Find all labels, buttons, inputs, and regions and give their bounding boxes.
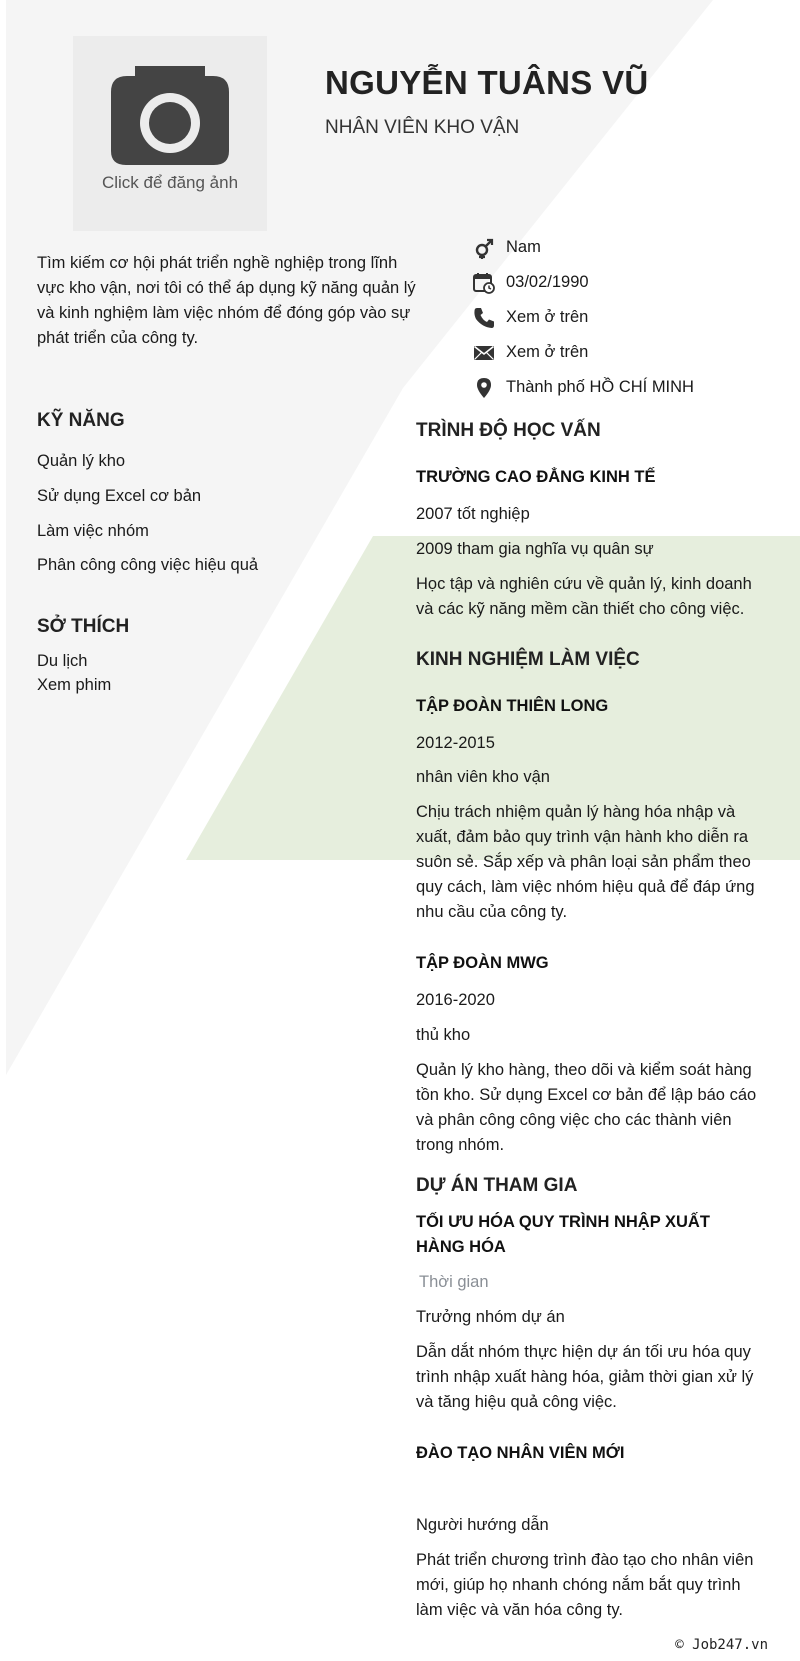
skill-item: Sử dụng Excel cơ bản <box>37 487 202 505</box>
hobby-item: Du lịch <box>37 652 88 670</box>
skill-item: Phân công công việc hiệu quả <box>37 556 259 574</box>
gender-row <box>472 230 694 265</box>
career-objective: Tìm kiếm cơ hội phát triển nghề nghiệp trong lĩnh vực kho vận, nơi tôi có thể áp dụng kỹ năng quản lý và kinh nghiệm làm việc nhóm để đóng góp vào sự phát triển của công ty. <box>37 254 416 347</box>
project-name: TỐI ƯU HÓA QUY TRÌNH NHẬP XUẤT HÀNG HÓA <box>416 1213 710 1256</box>
school-name: TRƯỜNG CAO ĐẲNG KINH TẾ <box>416 468 656 486</box>
email-row <box>472 335 694 370</box>
skill-item: Làm việc nhóm <box>37 522 149 540</box>
gender-icon <box>472 236 496 260</box>
graduation-year: 2007 tốt nghiệp <box>416 505 530 523</box>
projects-heading: DỰ ÁN THAM GIA <box>416 1175 578 1196</box>
phone-value: Xem ở trên <box>506 308 589 326</box>
job-description: Chịu trách nhiệm quản lý hàng hóa nhập và xuất, đảm bảo quy trình vận hành kho diễn ra suôn sẻ. Sắp xếp và phân loại sản phẩm theo quy cách, làm việc nhóm hiệu quả để đáp ứng nhu cầu của công ty. <box>416 803 755 921</box>
email-icon <box>472 341 496 365</box>
hobby-item: Xem phim <box>37 676 112 694</box>
calendar-icon <box>472 271 496 295</box>
project-time: Thời gian <box>419 1273 489 1291</box>
full-name: NGUYỄN TUÂNS VŨ <box>325 64 649 101</box>
job-description: Quản lý kho hàng, theo dõi và kiểm soát hàng tồn kho. Sử dụng Excel cơ bản để lập báo cáo và phân công công việc cho các thành viên trong nhóm. <box>416 1061 757 1154</box>
location-icon <box>472 376 496 400</box>
project-name: ĐÀO TẠO NHÂN VIÊN MỚI <box>416 1444 625 1462</box>
birthday-row <box>472 265 694 300</box>
education-description: Học tập và nghiên cứu về quản lý, kinh doanh và các kỹ năng mềm cần thiết cho công việc. <box>416 575 752 618</box>
phone-icon <box>472 306 496 330</box>
address-value: Thành phố HỒ CHÍ MINH <box>506 378 694 396</box>
gender-value: Nam <box>506 238 541 256</box>
project-role: Người hướng dẫn <box>416 1516 549 1534</box>
project-role: Trưởng nhóm dự án <box>416 1308 565 1326</box>
experience-heading: KINH NGHIỆM LÀM VIỆC <box>416 649 640 670</box>
email-value: Xem ở trên <box>506 343 589 361</box>
footer-copyright: © Job247.vn <box>675 1637 768 1653</box>
project-description: Phát triển chương trình đào tạo cho nhân viên mới, giúp họ nhanh chóng nắm bắt quy trình làm việc và văn hóa công ty. <box>416 1551 754 1619</box>
camera-icon <box>111 64 229 165</box>
job-title: NHÂN VIÊN KHO VẬN <box>325 117 520 138</box>
project-description: Dẫn dắt nhóm thực hiện dự án tối ưu hóa quy trình nhập xuất hàng hóa, giảm thời gian xử lý và tăng hiệu quả công việc. <box>416 1343 754 1411</box>
photo-upload-label: Click để đăng ảnh <box>101 173 239 192</box>
job-role: thủ kho <box>416 1026 471 1044</box>
job-period: 2016-2020 <box>416 991 495 1009</box>
birthday-value: 03/02/1990 <box>506 273 589 291</box>
company-name: TẬP ĐOÀN MWG <box>416 954 549 972</box>
skill-item: Quản lý kho <box>37 452 126 470</box>
job-role: nhân viên kho vận <box>416 768 550 786</box>
address-row <box>472 370 694 405</box>
hobbies-heading: SỞ THÍCH <box>37 616 130 637</box>
company-name: TẬP ĐOÀN THIÊN LONG <box>416 697 609 715</box>
contact-info <box>472 230 694 405</box>
skills-heading: KỸ NĂNG <box>37 410 125 431</box>
education-heading: TRÌNH ĐỘ HỌC VẤN <box>416 420 601 441</box>
photo-upload[interactable] <box>73 36 267 231</box>
education-note: 2009 tham gia nghĩa vụ quân sự <box>416 540 654 558</box>
job-period: 2012-2015 <box>416 734 495 752</box>
phone-row <box>472 300 694 335</box>
